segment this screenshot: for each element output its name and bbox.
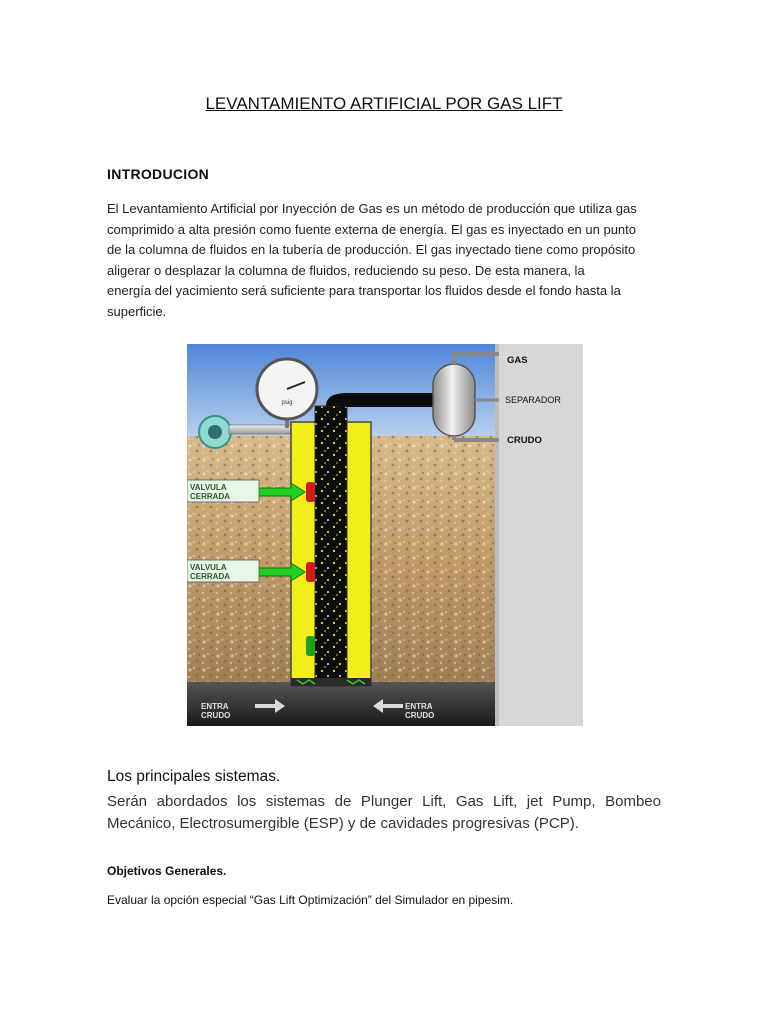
valve-label-upper-2: CERRADA [190, 492, 230, 501]
inflow-label-left-1: ENTRA [201, 702, 229, 711]
open-valve [306, 636, 315, 656]
closed-valve-upper [306, 482, 315, 502]
valve-label-lower-1: VALVULA [190, 563, 227, 572]
gauge-unit: psig [281, 400, 293, 406]
inflow-label-right-1: ENTRA [405, 702, 433, 711]
inflow-label-right-2: CRUDO [405, 711, 435, 720]
intro-heading: INTRODUCION [107, 166, 210, 182]
separator-label: SEPARADOR [505, 395, 561, 405]
intro-line: de la columna de fluidos en la tubería de producción. El gas inyectado tiene como propósito [107, 242, 636, 258]
objectives-heading: Objetivos Generales. [107, 864, 227, 878]
crude-label: CRUDO [507, 435, 542, 446]
gas-label: GAS [507, 355, 528, 366]
intro-line: energía del yacimiento será suficiente para transportar los fluidos desde el fondo hasta la [107, 283, 621, 299]
production-tubing [315, 406, 347, 686]
reservoir-band [187, 682, 499, 726]
intro-line: El Levantamiento Artificial por Inyección de Gas es un método de producción que utiliza gas [107, 201, 637, 216]
intro-line: comprimido a alta presión como fuente externa de energía. El gas es inyectado en un punto [107, 221, 636, 237]
intro-line: superficie. [107, 303, 167, 319]
separator-vessel [433, 364, 475, 436]
systems-paragraph: Serán abordados los sistemas de Plunger Lift, Gas Lift, jet Pump, Bombeo Mecánico, Electrosumergible (ESP) y de cavidades progresivas (PCP). [107, 793, 661, 832]
systems-heading: Los principales sistemas. [107, 768, 281, 785]
intro-line: aligerar o desplazar la columna de fluidos, reduciendo su peso. De esta manera, la [107, 262, 585, 278]
document-title: LEVANTAMIENTO ARTIFICIAL POR GAS LIFT [205, 94, 563, 113]
closed-valve-lower [306, 562, 315, 582]
gas-lift-diagram [187, 344, 583, 726]
valve-label-lower-2: CERRADA [190, 572, 230, 581]
intro-paragraph [107, 199, 667, 323]
inflow-label-left-2: CRUDO [201, 711, 231, 720]
valve-label-upper-1: VALVULA [190, 483, 227, 492]
objectives-paragraph: Evaluar la opción especial “Gas Lift Optimización” del Simulador en pipesim. [107, 893, 514, 907]
